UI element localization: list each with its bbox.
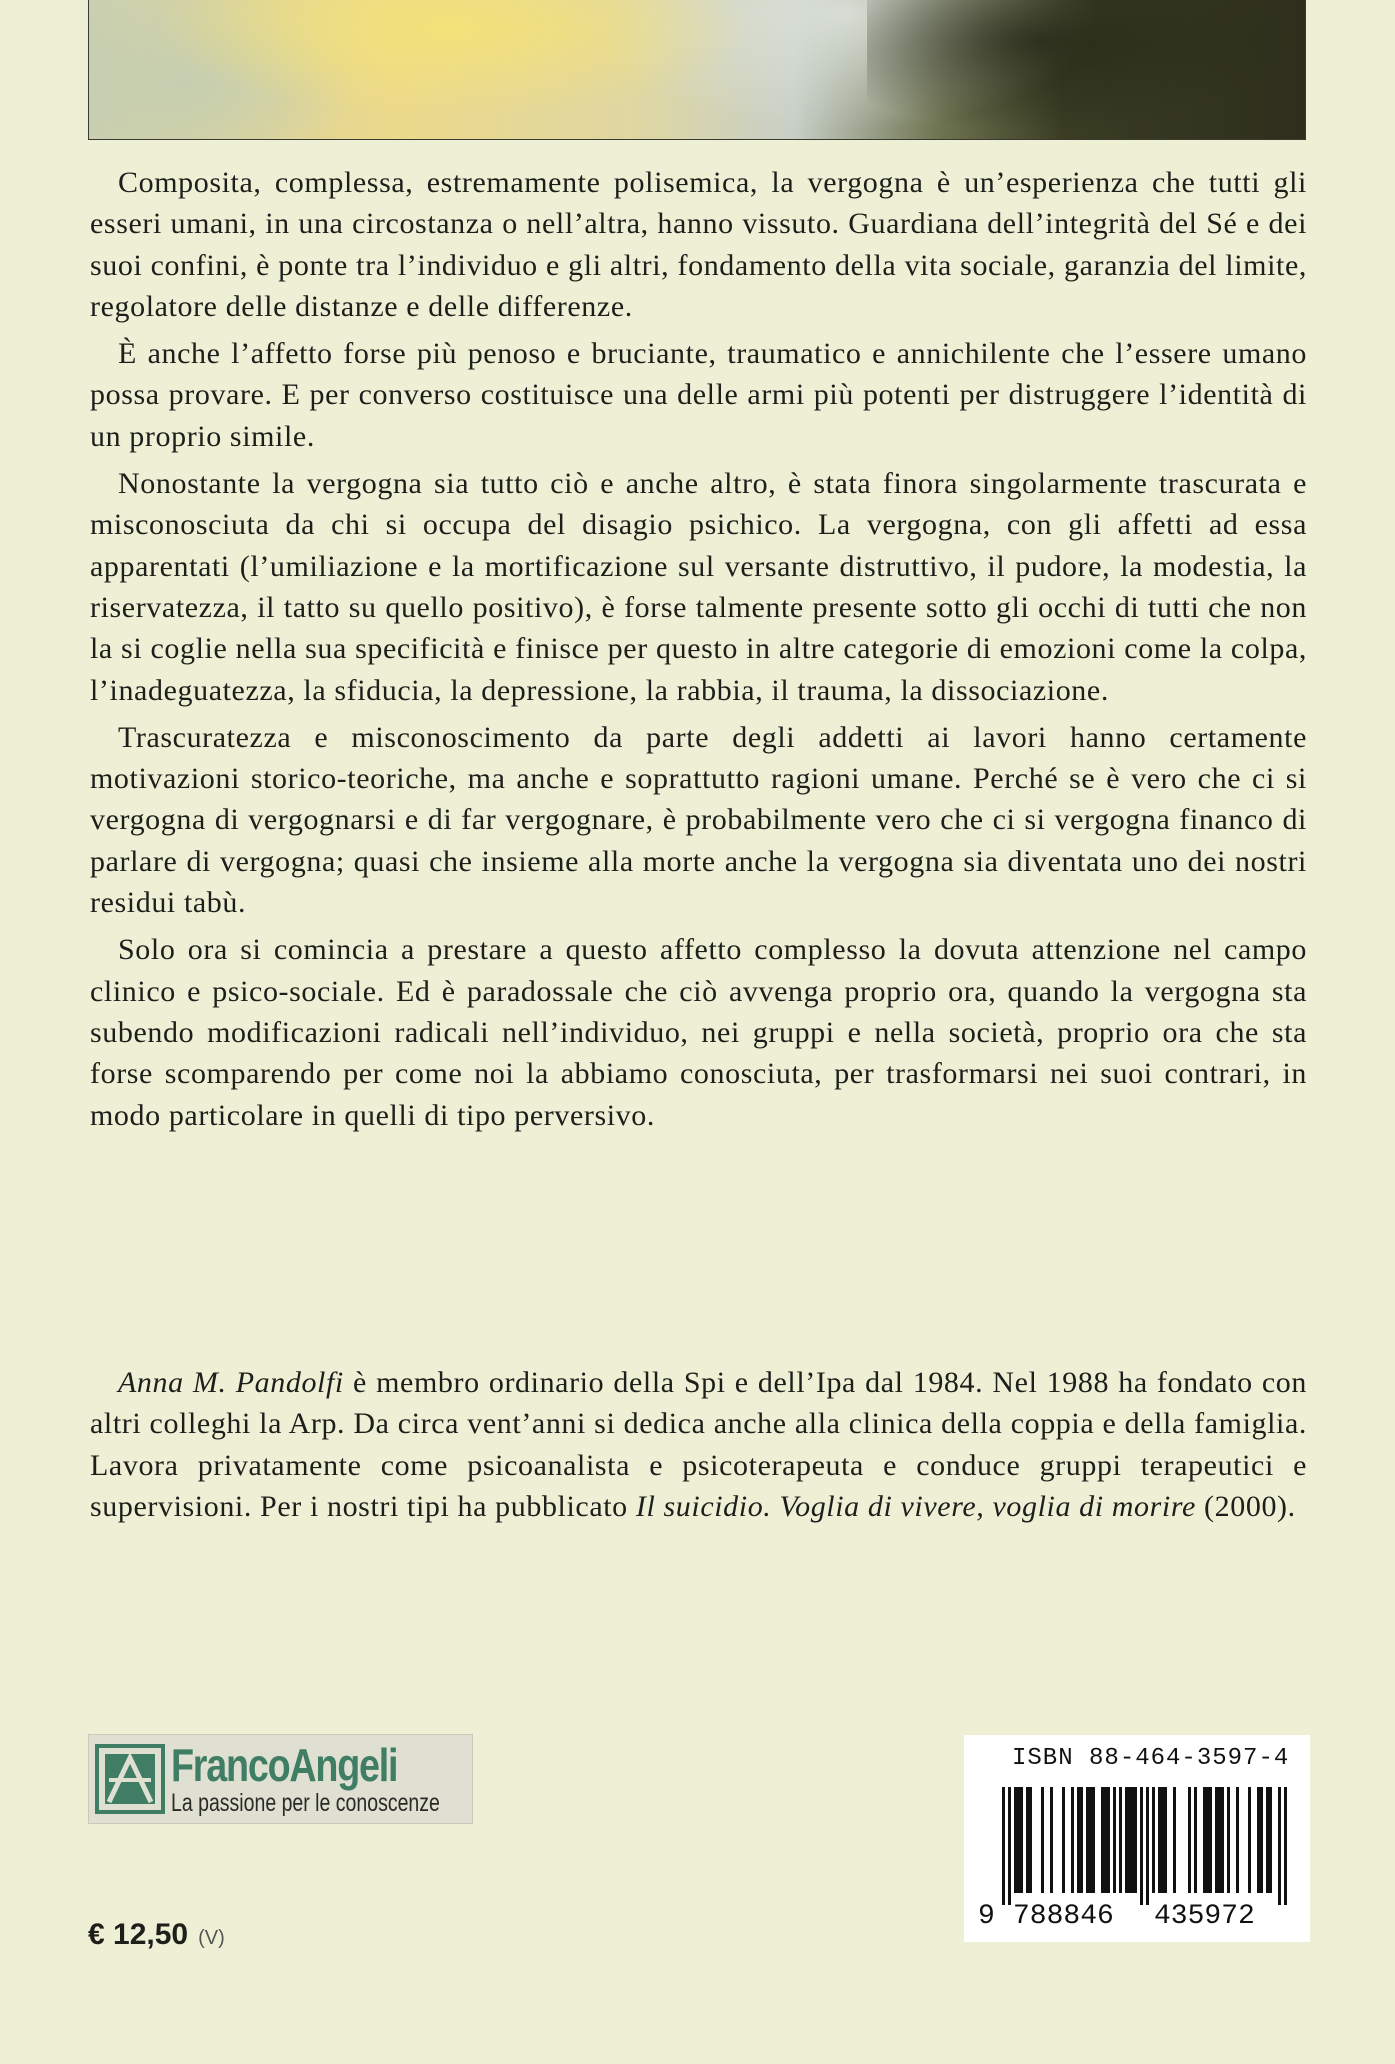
cover-painting-strip (88, 0, 1306, 140)
barcode-bar (1236, 1787, 1239, 1893)
barcode-bar (1173, 1787, 1176, 1893)
barcode-bar (1113, 1787, 1116, 1893)
barcode-bar (1188, 1787, 1191, 1893)
barcode-bar (1086, 1787, 1089, 1893)
barcode-bar (1062, 1787, 1065, 1893)
publisher-logo (88, 1734, 473, 1824)
barcode-bar (1134, 1787, 1137, 1893)
barcode-bar (1101, 1787, 1104, 1893)
author-name: Anna M. Pandolfi (118, 1366, 344, 1399)
barcode-bar (1041, 1787, 1044, 1893)
barcode-bar (1077, 1787, 1080, 1893)
barcode-bar (1080, 1787, 1083, 1893)
barcode-bar (1227, 1787, 1230, 1893)
francoangeli-logo-icon (95, 1744, 165, 1814)
barcode-right-digits: 435972 (1154, 1901, 1255, 1932)
price (88, 1918, 225, 1952)
blurb-paragraph: Composita, complessa, estremamente polisemica, la vergogna è un’esperienza che tutti gli esseri umani, in una circostanza o nell’altra, hanno vissuto. Guardiana dell’integrità del Sé e dei suoi confini, è ponte tra l’individuo e gli altri, fondamento della vita sociale, garanzia del limite, regolatore delle distanze e delle differenze. (90, 166, 1307, 323)
barcode-bar (1017, 1787, 1020, 1893)
barcode-bar (1164, 1787, 1167, 1893)
publisher-tagline: La passione per le conoscenze (171, 1789, 440, 1817)
isbn-label: ISBN 88-464-3597-4 (1012, 1745, 1290, 1772)
barcode-bar (1092, 1787, 1095, 1893)
blurb-paragraph: Solo ora si comincia a prestare a questo affetto complesso la dovuta attenzione nel campo clinico e psico-sociale. Ed è paradossale che ciò avvenga proprio ora, quando la vergogna sta subendo modificazioni radicali nell’individuo, nei gruppi e nella società, proprio ora che sta forse scomparendo per come noi la abbiamo conosciuta, per trasformarsi nei suoi contrari, in modo particolare in quelli di tipo perversivo. (90, 933, 1307, 1132)
barcode-bar (1125, 1787, 1128, 1893)
previous-book-title: Il suicidio. Voglia di vivere, voglia di morire (635, 1489, 1196, 1523)
barcode-bar (1071, 1787, 1074, 1893)
barcode-bar (1221, 1787, 1224, 1893)
barcode-first-digit: 9 (978, 1901, 995, 1932)
blurb-paragraph: È anche l’affetto forse più penoso e bruciante, traumatico e annichilente che l’essere umano possa provare. E per converso costituisce una delle armi più potenti per distruggere l’identità di un proprio simile. (90, 337, 1307, 453)
barcode-bar (1278, 1787, 1281, 1905)
barcode-bar (1269, 1787, 1272, 1893)
barcode-bar (1131, 1787, 1134, 1893)
barcode-bar (1104, 1787, 1107, 1893)
barcode-bar (1029, 1787, 1032, 1893)
barcode-bar (1050, 1787, 1053, 1893)
barcode-bar (1002, 1787, 1005, 1905)
barcode-left-digits: 788846 (1013, 1901, 1114, 1932)
barcode-bar (1257, 1787, 1260, 1893)
blurb-paragraph: Nonostante la vergogna sia tutto ciò e anche altro, è stata finora singolarmente trascurata e misconosciuta da chi si occupa del disagio psichico. La vergogna, con gli affetti ad essa apparentati (l’umiliazione e la mortificazione sul versante distruttivo, il pudore, la modestia, la riservatezza, il tatto su quello positivo), è forse talmente presente sotto gli occhi di tutti che non la si coglie nella sua specificità e finisce per questo in altre categorie di emozioni come la colpa, l’inadeguatezza, la sfiducia, la depressione, la rabbia, il trauma, la dissociazione. (90, 467, 1307, 707)
barcode-bar (1089, 1787, 1092, 1893)
barcode-bar (1014, 1787, 1017, 1893)
author-bio-text: è membro ordinario della Spi e dell’Ipa dal 1984. Nel 1988 ha fondato con altri colleghi la Arp. Da circa vent’anni si dedica anche alla clinica della coppia e della famiglia. Lavora privatamente come psicoanalista e psicoterapeuta e conduce gruppi terapeutici e supervisioni. Per i nostri tipi ha pubblicato (90, 1366, 1308, 1523)
barcode-bar (1260, 1787, 1263, 1893)
barcode-bar (1266, 1787, 1269, 1893)
author-bio-text-end: (2000). (1195, 1489, 1296, 1523)
price-amount: € 12,50 (88, 1918, 189, 1951)
isbn-barcode (964, 1735, 1310, 1942)
publisher-name: FrancoAngeli (171, 1739, 398, 1791)
back-cover-blurb (90, 162, 1307, 1142)
barcode-bar (1215, 1787, 1218, 1893)
barcode-bar (1284, 1787, 1287, 1905)
barcode-bar (1128, 1787, 1131, 1893)
barcode-bar (1119, 1787, 1122, 1893)
price-mark: (V) (198, 1927, 225, 1949)
barcode-bar (1158, 1787, 1161, 1893)
barcode-bar (1209, 1787, 1212, 1893)
barcode-bar (1248, 1787, 1251, 1893)
barcode-bar (1020, 1787, 1023, 1893)
barcode-bar (1026, 1787, 1029, 1893)
blurb-paragraph: Trascuratezza e misconoscimento da parte degli addetti ai lavori hanno certamente motivazioni storico-teoriche, ma anche e soprattutto ragioni umane. Perché se è vero che ci si vergogna di vergognarsi e di far vergognare, è probabilmente vero che ci si vergogna financo di parlare di vergogna; quasi che insieme alla morte anche la vergogna sia diventata uno dei nostri residui tabù. (90, 720, 1307, 920)
author-bio-paragraph (90, 1362, 1307, 1527)
barcode-bar (1206, 1787, 1209, 1893)
barcode-bar (1218, 1787, 1221, 1893)
author-bio (90, 1362, 1307, 1527)
barcode-bar (1146, 1787, 1149, 1905)
barcode-bar (1161, 1787, 1164, 1893)
barcode-bar (1008, 1787, 1011, 1905)
barcode-image (974, 1783, 1300, 1933)
barcode-bar (1152, 1787, 1155, 1893)
barcode-bar (1140, 1787, 1143, 1905)
barcode-bar (1203, 1787, 1206, 1893)
barcode-bar (1194, 1787, 1197, 1893)
barcode-bar (1107, 1787, 1110, 1893)
